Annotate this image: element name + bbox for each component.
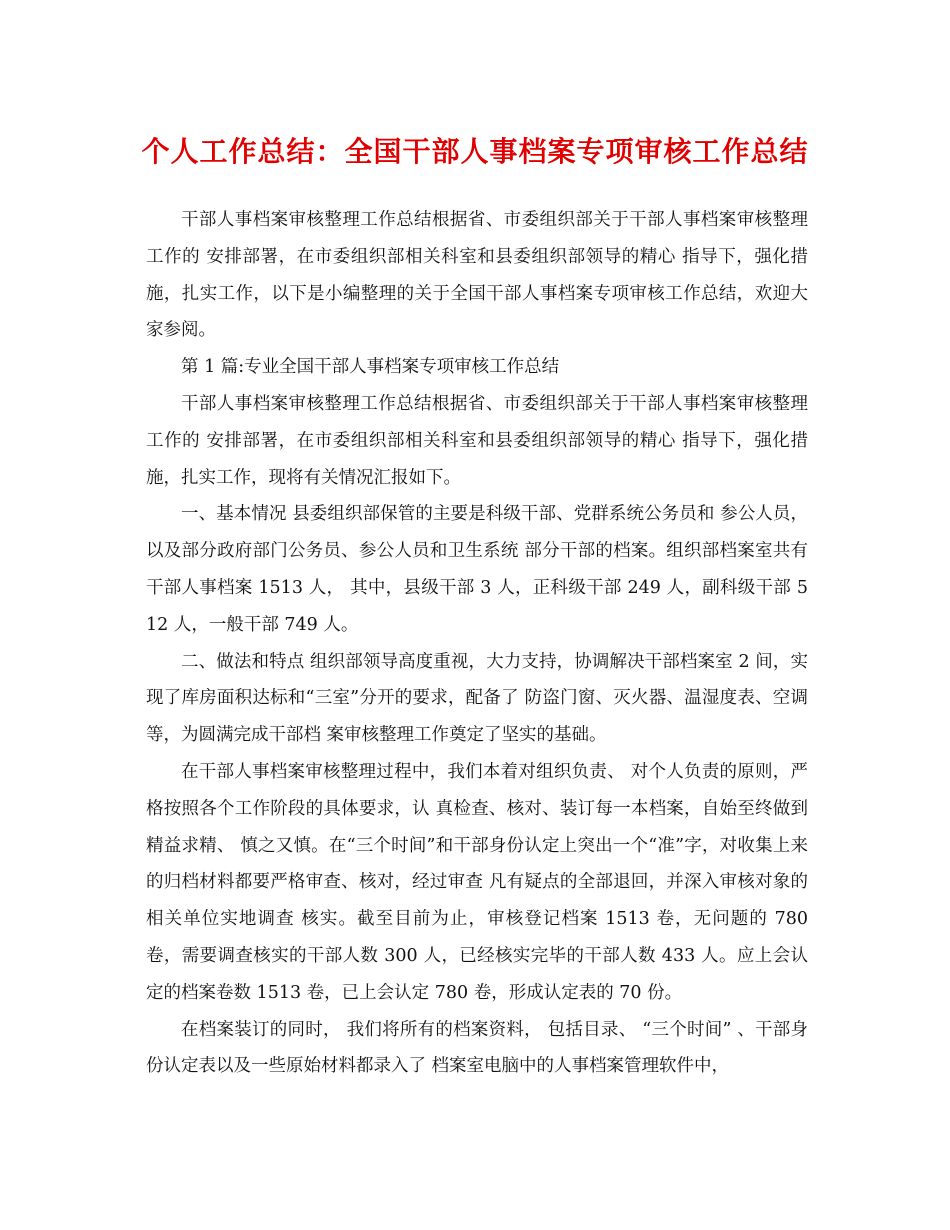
paragraph-archiving: 在档案装订的同时， 我们将所有的档案资料， 包括目录、 “三个时间” 、干部身份认定表以及一些原始材料都录入了 档案室电脑中的人事档案管理软件中， [146,1019,808,1077]
paragraph-review-process: 在干部人事档案审核整理过程中，我们本着对组织负责、 对个人负责的原则，严格按照各个工作阶段的具体要求，认 真检查、核对、装订每一本档案，自始至终做到精益求精、 慎之又慎。在“三个时间”和干部身份认定上突出一个“准”字，对收集上来的归档材料都要严格审查、核对，经过审查 凡有疑点的全部退回，并深入审核对象的相关单位实地调查 核实。截至目前为止，审核登记档案 1513 卷，无问题的 780 卷，需要调查核实的干部人数 300 人，已经核实完毕的干部人数 433 人。应上会认定的档案卷数 1513 卷，已上会认定 780 卷，形成认定表的 70 份。 [146,761,808,1003]
document-title: 个人工作总结：全国干部人事档案专项审核工作总结 [141,135,809,168]
section-heading: 第 1 篇:专业全国干部人事档案专项审核工作总结 [181,357,560,378]
paragraph-intro: 干部人事档案审核整理工作总结根据省、市委组织部关于干部人事档案审核整理工作的 安排部署，在市委组织部相关科室和县委组织部领导的精心 指导下，强化措施，扎实工作，以下是小编整理的关于全国干部人事档案专项审核工作总结，欢迎大家参阅。 [146,210,808,341]
paragraph-basic-situation: 一、基本情况 县委组织部保管的主要是科级干部、党群系统公务员和 参公人员，以及部分政府部门公务员、参公人员和卫生系统 部分干部的档案。组织部档案室共有干部人事档案 1513 人， 其中，县级干部 3 人，正科级干部 249 人，副科级干部 512 人，一般干部 749 人。 [146,504,808,635]
paragraph-summary: 干部人事档案审核整理工作总结根据省、市委组织部关于干部人事档案审核整理工作的 安排部署，在市委组织部相关科室和县委组织部领导的精心 指导下，强化措施，扎实工作，现将有关情况汇报如下。 [146,393,808,488]
document-body [146,202,808,1085]
paragraph-methods: 二、做法和特点 组织部领导高度重视，大力支持，协调解决干部档案室 2 间，实现了库房面积达标和“三室”分开的要求，配备了 防盗门窗、灭火器、温湿度表、空调等，为圆满完成干部档 案审核整理工作奠定了坚实的基础。 [146,651,808,746]
